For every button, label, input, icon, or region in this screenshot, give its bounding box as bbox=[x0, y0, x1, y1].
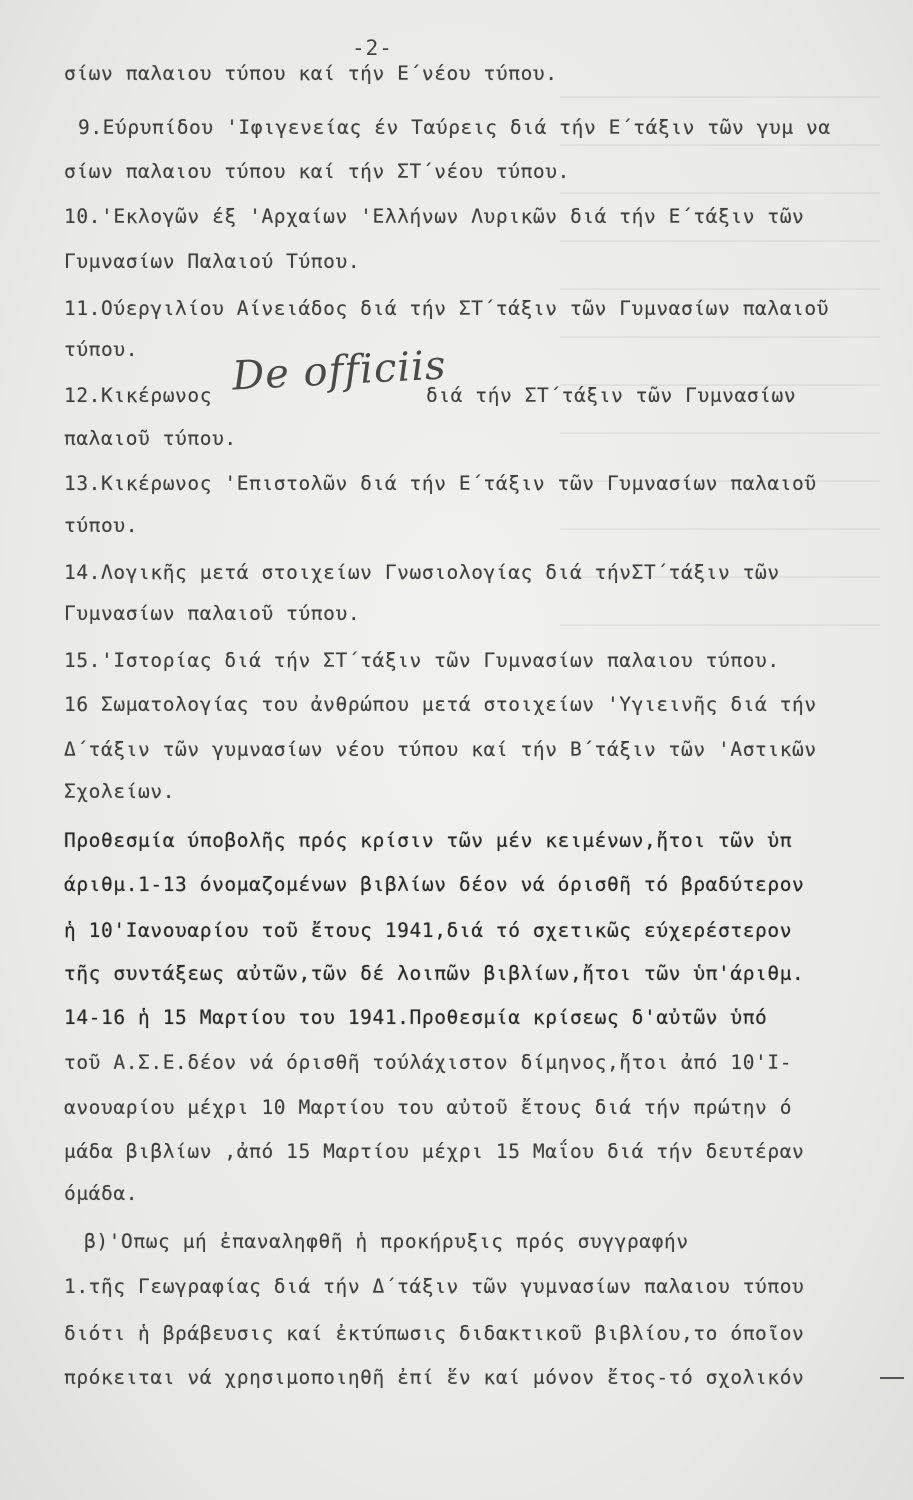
text-line: όμάδα. bbox=[64, 1182, 139, 1205]
text-line: Δ΄τάξιν τῶν γυμνασίων νέου τύπου καί τήν Β΄τάξιν τῶν 'Αστικῶν bbox=[64, 738, 817, 761]
text-line: 13.Κικέρωνος 'Επιστολῶν διά τήν Ε΄τάξιν τῶν Γυμνασίων παλαιοῦ bbox=[64, 472, 817, 495]
text-line: 10.'Εκλογῶν έξ 'Αρχαίων 'Ελλήνων Λυρικῶν διά τήν Ε΄τάξιν τῶν bbox=[64, 205, 805, 228]
text-line: 14.Λογικῆς μετά στοιχείων Γνωσιολογίας διά τήνΣΤ΄τάξιν τῶν bbox=[64, 561, 780, 584]
text-line: Σχολείων. bbox=[64, 780, 176, 803]
text-line: τῆς συντάξεως αὐτῶν,τῶν δέ λοιπῶν βιβλίων,ἤτοι τῶν ὑπ'άριθμ. bbox=[64, 962, 805, 985]
text-line: τοῦ Α.Σ.Ε.δέον νά όρισθῆ τούλάχιστον δίμηνος,ἤτοι ἀπό 10'Ι- bbox=[64, 1051, 793, 1074]
text-line: Προθεσμία ύποβολῆς πρός κρίσιν τῶν μέν κειμένων,ἤτοι τῶν ὑπ bbox=[64, 829, 793, 852]
text-line: τύπου. bbox=[64, 514, 139, 537]
handwritten-title: De officiis bbox=[230, 342, 448, 400]
text-line: παλαιοῦ τύπου. bbox=[64, 427, 237, 450]
text-line: διότι ἡ βράβευσις καί ἐκτύπωσις διδακτικοῦ βιβλίου,το όποῖον bbox=[64, 1322, 805, 1345]
text-line: μάδα βιβλίων ,ἀπό 15 Μαρτίου μέχρι 15 Μαΐου διά τήν δευτέραν bbox=[64, 1140, 805, 1163]
text-line: Γυμνασίων Παλαιού Τύπου. bbox=[64, 250, 361, 273]
text-line: σίων παλαιου τύπου καί τήν Ε΄νέου τύπου. bbox=[64, 62, 558, 85]
text-line: ανουαρίου μέχρι 10 Μαρτίου του αὐτοῦ ἔτους διά τήν πρώτην ό bbox=[64, 1096, 793, 1119]
page-number: -2- bbox=[352, 36, 393, 60]
text-line: Γυμνασίων παλαιοῦ τύπου. bbox=[64, 602, 361, 625]
text-line: σίων παλαιου τύπου καί τήν ΣΤ΄νέου τύπου. bbox=[64, 160, 570, 183]
margin-dash-mark bbox=[880, 1377, 904, 1379]
text-line: 12.Κικέρωνος bbox=[64, 384, 213, 407]
text-line: 14-16 ἡ 15 Μαρτίου του 1941.Προθεσμία κρίσεως δ'αὐτῶν ὑπό bbox=[64, 1006, 768, 1029]
text-line: 11.Ούεργιλίου Αίνειάδος διά τήν ΣΤ΄τάξιν τῶν Γυμνασίων παλαιοῦ bbox=[64, 297, 830, 320]
text-line: β)'Οπως μή ἐπαναληφθῆ ἡ προκήρυξις πρός συγγραφήν bbox=[84, 1230, 689, 1253]
text-line: 16 Σωματολογίας του ἀνθρώπου μετά στοιχείων 'Υγιεινῆς διά τήν bbox=[64, 693, 817, 716]
text-line: ἡ 10'Ιανουαρίου τοῦ ἔτους 1941,διά τό σχετικῶς εύχερέστερον bbox=[64, 919, 793, 942]
text-line: τύπου. bbox=[64, 338, 139, 361]
text-line: διά τήν ΣΤ΄τάξιν τῶν Γυμνασίων bbox=[426, 384, 797, 407]
text-line: πρόκειται νά χρησιμοποιηθῆ ἐπί ἕν καί μόνον ἔτος-τό σχολικόν bbox=[64, 1366, 805, 1389]
text-line: 9.Εύρυπίδου 'Ιφιγενείας έν Ταύρεις διά τήν Ε΄τάξιν τῶν γυμ να bbox=[78, 116, 831, 139]
text-line: 15.'Ιστορίας διά τήν ΣΤ΄τάξιν τῶν Γυμνασίων παλαιου τύπου. bbox=[64, 649, 780, 672]
text-line: άριθμ.1-13 όνομαζομένων βιβλίων δέον νά όρισθῆ τό βραδύτερον bbox=[64, 873, 805, 896]
text-line: 1.τῆς Γεωγραφίας διά τήν Δ΄τάξιν τῶν γυμνασίων παλαιου τύπου bbox=[64, 1275, 805, 1298]
